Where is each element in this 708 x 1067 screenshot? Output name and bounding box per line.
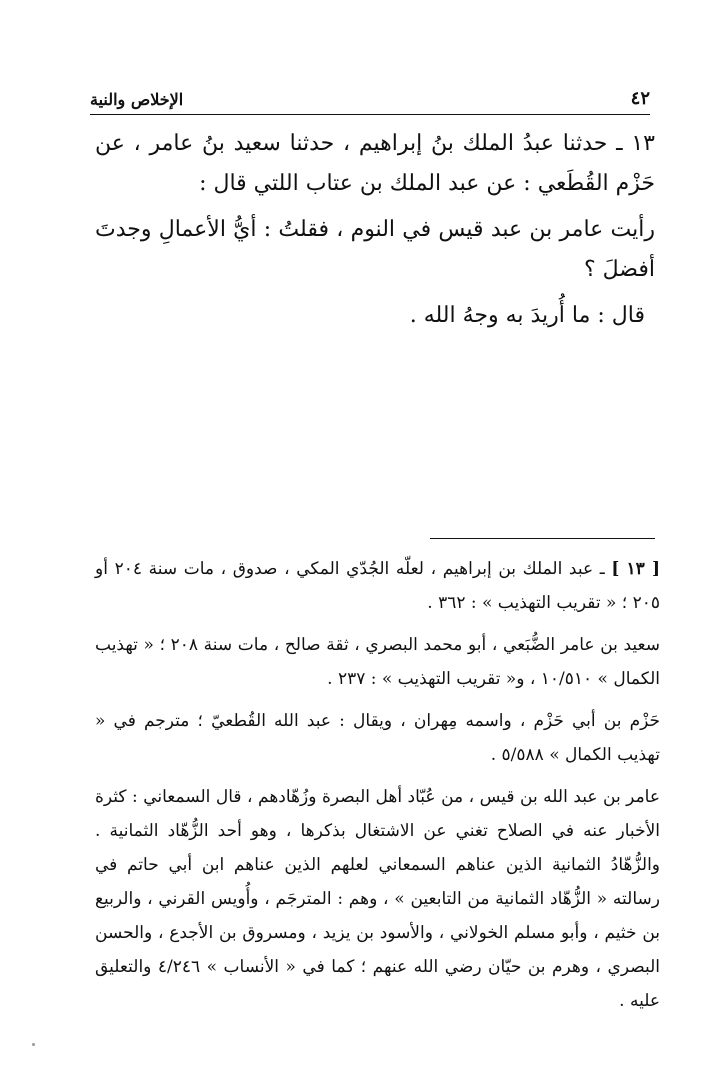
hadith-answer: قال : ما أُريدَ به وجهُ الله . [409,303,645,328]
footnote-text: ـ عبد الملك بن إبراهيم ، لعلّه الجُدّي المكي ، صدوق ، مات سنة ٢٠٤ أو ٢٠٥ ؛ « تقريب التهذيب » : ٣٦٢ . [95,559,660,613]
footnote-number: [ ١٣ ] [611,559,660,579]
footnotes [95,552,660,1026]
scan-speck [32,1043,35,1046]
footnote-entry [95,552,660,620]
footnote-entry: عامر بن عبد الله بن قيس ، من عُبّاد أهل البصرة وزُهّادهم ، قال السمعاني : كثرة الأخبار عنه في الصلاح تغني عن الاشتغال بذكرها ، وهو أحد الزُّهّاد الثمانية . والزُّهّادُ الثمانية الذين عناهم السمعاني لعلهم الذين عناهم ابن أبي حاتم في رسالته « الزُّهّاد الثمانية من التابعين » ، وهم : المترجَم ، وأُويس القرني ، والربيع بن خثيم ، وأبو مسلم الخولاني ، والأسود بن يزيد ، ومسروق بن الأجدع ، والحسن البصري ، وهرم بن حيّان رضي الله عنهم ؛ كما في « الأنساب » ٤/٢٤٦ والتعليق عليه . [95,787,660,1011]
hadith-quote: رأيت عامر بن عبد قيس في النوم ، فقلتُ : أيُّ الأعمالِ وجدتَ أفضلَ ؟ [95,217,655,282]
main-text [95,124,655,336]
hadith-isnad: ١٣ ـ حدثنا عبدُ الملك بنُ إبراهيم ، حدثنا سعيد بنُ عامر ، عن حَزْم القُطَعي : عن عبد الملك بن عتاب اللتي قال : [95,131,655,196]
page-header [90,84,650,115]
footnote-divider [430,538,655,539]
footnote-entry: سعيد بن عامر الضُّبَعي ، أبو محمد البصري ، ثقة صالح ، مات سنة ٢٠٨ ؛ « تهذيب الكمال » ١٠/٥١٠ ، و« تقريب التهذيب » : ٢٣٧ . [95,635,660,689]
running-title: الإخلاص والنية [90,90,184,109]
page-number: ٤٢ [630,88,650,109]
footnote-entry: حَزْم بن أبي حَزْم ، واسمه مِهران ، ويقال : عبد الله القُطعيّ ؛ مترجم في « تهذيب الكمال » ٥/٥٨٨ . [95,711,660,765]
